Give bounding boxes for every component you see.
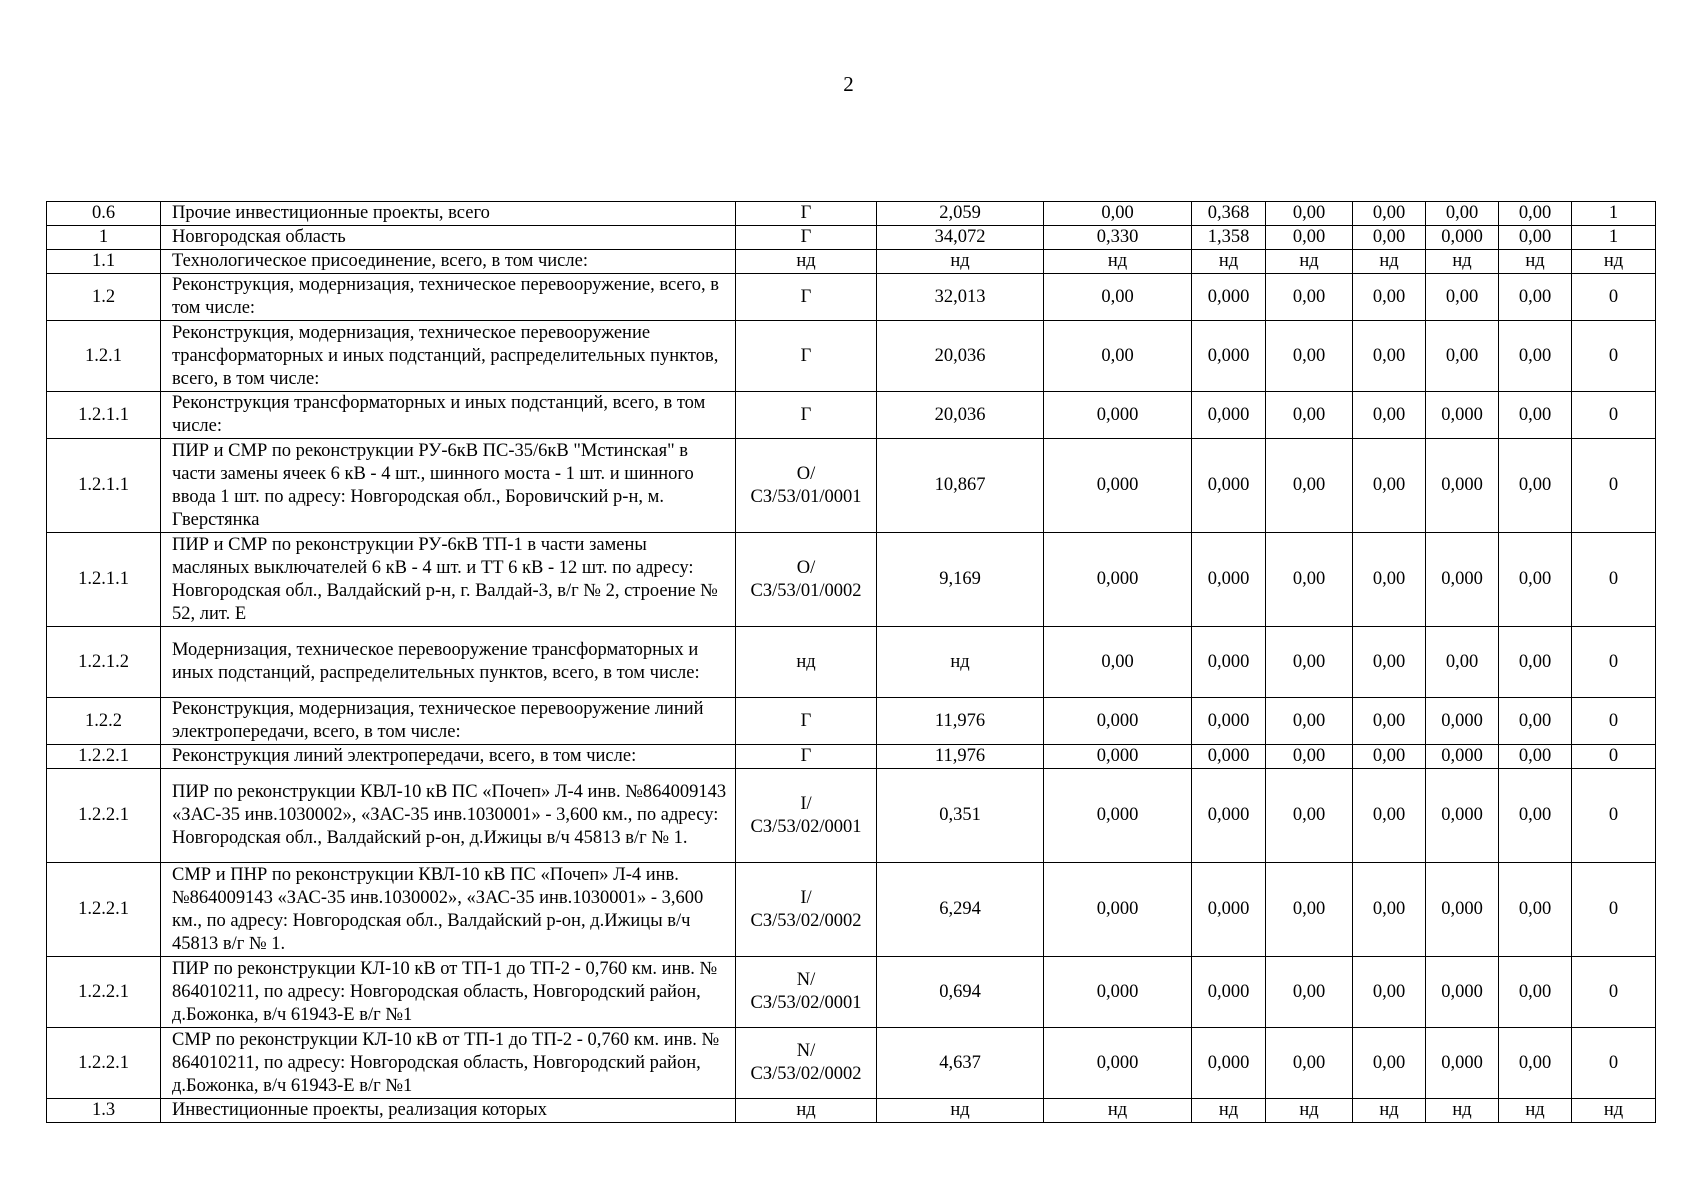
value-cell: 1 [1572, 226, 1656, 250]
value-cell: 0,00 [1499, 698, 1572, 745]
table-row [47, 274, 1656, 321]
value-cell: 0,00 [1426, 274, 1499, 321]
value-cell: 0,000 [1192, 863, 1266, 957]
value-cell: 0,000 [1192, 321, 1266, 392]
value-cell: 0,00 [1266, 957, 1353, 1028]
value-cell: 0,000 [1426, 769, 1499, 863]
value-cell: 0,000 [1044, 745, 1192, 769]
table-row [47, 226, 1656, 250]
value-cell: 0,00 [1499, 533, 1572, 627]
page-number: 2 [843, 72, 854, 96]
value-cell: нд [1499, 1099, 1572, 1123]
project-name-cell: Инвестиционные проекты, реализация которых [161, 1099, 736, 1123]
value-cell: 0,00 [1499, 957, 1572, 1028]
project-name-cell: Новгородская область [161, 226, 736, 250]
row-number-cell: 0.6 [47, 202, 161, 226]
value-cell: 0,00 [1266, 274, 1353, 321]
value-cell: 0,00 [1353, 957, 1426, 1028]
table-body [47, 202, 1656, 1123]
value-cell: 0,00 [1353, 745, 1426, 769]
value-cell: 0 [1572, 1028, 1656, 1099]
value-cell: 0,00 [1266, 533, 1353, 627]
value-cell: 0,00 [1266, 439, 1353, 533]
value-cell: нд [1266, 1099, 1353, 1123]
value-cell: 20,036 [877, 321, 1044, 392]
table-row [47, 321, 1656, 392]
value-cell: 32,013 [877, 274, 1044, 321]
row-number-cell: 1.2.2.1 [47, 957, 161, 1028]
value-cell: 9,169 [877, 533, 1044, 627]
value-cell: 0 [1572, 957, 1656, 1028]
value-cell: 0 [1572, 745, 1656, 769]
table-row [47, 769, 1656, 863]
value-cell: нд [1499, 250, 1572, 274]
project-code-cell: Г [736, 274, 877, 321]
value-cell: 11,976 [877, 745, 1044, 769]
value-cell: 0,00 [1353, 769, 1426, 863]
table-row [47, 957, 1656, 1028]
row-number-cell: 1.2.2.1 [47, 745, 161, 769]
value-cell: 0,00 [1266, 202, 1353, 226]
value-cell: 0,00 [1426, 627, 1499, 698]
project-name-cell: Технологическое присоединение, всего, в том числе: [161, 250, 736, 274]
table-row [47, 1099, 1656, 1123]
row-number-cell: 1.1 [47, 250, 161, 274]
value-cell: 0,00 [1266, 1028, 1353, 1099]
value-cell: 0,351 [877, 769, 1044, 863]
value-cell: 6,294 [877, 863, 1044, 957]
value-cell: 0,00 [1353, 392, 1426, 439]
value-cell: 0 [1572, 627, 1656, 698]
project-name-cell: Реконструкция трансформаторных и иных подстанций, всего, в том числе: [161, 392, 736, 439]
value-cell: нд [1044, 250, 1192, 274]
value-cell: 0,000 [1192, 698, 1266, 745]
value-cell: 0,000 [1426, 745, 1499, 769]
value-cell: 0,00 [1499, 392, 1572, 439]
row-number-cell: 1.2.1.1 [47, 439, 161, 533]
value-cell: 2,059 [877, 202, 1044, 226]
value-cell: нд [1426, 1099, 1499, 1123]
value-cell: 0,00 [1266, 769, 1353, 863]
value-cell: 1 [1572, 202, 1656, 226]
value-cell: 0,000 [1192, 769, 1266, 863]
row-number-cell: 1.2.2 [47, 698, 161, 745]
value-cell: 0,000 [1044, 439, 1192, 533]
table-row [47, 202, 1656, 226]
project-code-cell: Г [736, 321, 877, 392]
project-name-cell: Модернизация, техническое перевооружение трансформаторных и иных подстанций, распределительных пунктов, всего, в том числе: [161, 627, 736, 698]
table-row [47, 439, 1656, 533]
project-name-cell: ПИР и СМР по реконструкции РУ-6кВ ПС-35/6кВ "Мстинская" в части замены ячеек 6 кВ - 4 шт., шинного моста - 1 шт. и шинного ввода 1 шт. по адресу: Новгородская обл., Боровичский р-н, м. Гверстянка [161, 439, 736, 533]
value-cell: 0,00 [1426, 321, 1499, 392]
row-number-cell: 1.2.2.1 [47, 1028, 161, 1099]
project-name-cell: Реконструкция линий электропередачи, всего, в том числе: [161, 745, 736, 769]
value-cell: 0,000 [1044, 698, 1192, 745]
value-cell: 0,00 [1266, 226, 1353, 250]
value-cell: 0,00 [1266, 698, 1353, 745]
value-cell: нд [1426, 250, 1499, 274]
value-cell: 1,358 [1192, 226, 1266, 250]
value-cell: 0,000 [1426, 698, 1499, 745]
project-name-cell: Реконструкция, модернизация, техническое перевооружение трансформаторных и иных подстанций, распределительных пунктов, всего, в том числе: [161, 321, 736, 392]
project-name-cell: ПИР по реконструкции КВЛ-10 кВ ПС «Почеп» Л-4 инв. №864009143 «ЗАС-35 инв.1030002», «ЗАС-35 инв.1030001» - 3,600 км., по адресу: Новгородская обл., Валдайский р-он, д.Ижицы в/ч 45813 в/г № 1. [161, 769, 736, 863]
value-cell: 0 [1572, 392, 1656, 439]
value-cell: 0,00 [1044, 274, 1192, 321]
value-cell: 0,00 [1044, 202, 1192, 226]
value-cell: 0,00 [1353, 439, 1426, 533]
value-cell: нд [1266, 250, 1353, 274]
project-code-cell: нд [736, 627, 877, 698]
value-cell: 0,368 [1192, 202, 1266, 226]
value-cell: 0,330 [1044, 226, 1192, 250]
value-cell: 0,000 [1192, 627, 1266, 698]
value-cell: 0,000 [1044, 863, 1192, 957]
value-cell: 0,000 [1192, 745, 1266, 769]
project-code-cell: нд [736, 250, 877, 274]
value-cell: 0,000 [1192, 957, 1266, 1028]
project-code-cell: O/СЗ/53/01/0001 [736, 439, 877, 533]
value-cell: 0,00 [1499, 627, 1572, 698]
value-cell: 0,000 [1192, 274, 1266, 321]
table-row [47, 250, 1656, 274]
value-cell: 0,000 [1192, 1028, 1266, 1099]
value-cell: 0,000 [1426, 439, 1499, 533]
value-cell: 0,000 [1192, 439, 1266, 533]
value-cell: нд [1572, 250, 1656, 274]
project-code-cell: Г [736, 698, 877, 745]
value-cell: 0,00 [1426, 202, 1499, 226]
project-code-cell: I/СЗ/53/02/0001 [736, 769, 877, 863]
value-cell: 0,00 [1266, 627, 1353, 698]
table-row [47, 627, 1656, 698]
value-cell: 0,00 [1353, 698, 1426, 745]
value-cell: 0,00 [1044, 321, 1192, 392]
table-row [47, 698, 1656, 745]
value-cell: 0,00 [1353, 321, 1426, 392]
value-cell: 0,00 [1266, 321, 1353, 392]
value-cell: 0,000 [1426, 392, 1499, 439]
value-cell: 0,00 [1353, 627, 1426, 698]
value-cell: 0,00 [1266, 745, 1353, 769]
table-row [47, 1028, 1656, 1099]
value-cell: нд [1044, 1099, 1192, 1123]
value-cell: 0,694 [877, 957, 1044, 1028]
project-code-cell: O/СЗ/53/01/0002 [736, 533, 877, 627]
project-code-cell: Г [736, 202, 877, 226]
project-code-cell: нд [736, 1099, 877, 1123]
value-cell: 0,00 [1353, 202, 1426, 226]
value-cell: 0,00 [1499, 1028, 1572, 1099]
value-cell: 0,00 [1044, 627, 1192, 698]
value-cell: 0,000 [1426, 1028, 1499, 1099]
project-name-cell: Реконструкция, модернизация, техническое перевооружение, всего, в том числе: [161, 274, 736, 321]
project-name-cell: Прочие инвестиционные проекты, всего [161, 202, 736, 226]
value-cell: нд [1353, 1099, 1426, 1123]
value-cell: 0,00 [1499, 274, 1572, 321]
value-cell: 0,00 [1499, 769, 1572, 863]
value-cell: 0 [1572, 274, 1656, 321]
table-row [47, 392, 1656, 439]
row-number-cell: 1.2.1.1 [47, 533, 161, 627]
value-cell: нд [1192, 1099, 1266, 1123]
project-code-cell: Г [736, 392, 877, 439]
value-cell: нд [1353, 250, 1426, 274]
table-row [47, 863, 1656, 957]
project-code-cell: N/СЗ/53/02/0002 [736, 1028, 877, 1099]
value-cell: 0,000 [1426, 863, 1499, 957]
value-cell: нд [877, 250, 1044, 274]
table-row [47, 533, 1656, 627]
value-cell: 0 [1572, 769, 1656, 863]
project-name-cell: ПИР и СМР по реконструкции РУ-6кВ ТП-1 в части замены масляных выключателей 6 кВ - 4 шт. и ТТ 6 кВ - 12 шт. по адресу: Новгородская обл., Валдайский р-н, г. Валдай-3, в/г № 2, строение № 52, лит. Е [161, 533, 736, 627]
value-cell: 0,00 [1353, 1028, 1426, 1099]
investment-projects-table [46, 201, 1656, 1123]
row-number-cell: 1 [47, 226, 161, 250]
value-cell: нд [877, 1099, 1044, 1123]
row-number-cell: 1.2.1.1 [47, 392, 161, 439]
value-cell: 0 [1572, 321, 1656, 392]
project-name-cell: СМР и ПНР по реконструкции КВЛ-10 кВ ПС «Почеп» Л-4 инв. №864009143 «ЗАС-35 инв.1030002», «ЗАС-35 инв.1030001» - 3,600 км., по адресу: Новгородская обл., Валдайский р-он, д.Ижицы в/ч 45813 в/г № 1. [161, 863, 736, 957]
project-code-cell: Г [736, 745, 877, 769]
project-code-cell: N/СЗ/53/02/0001 [736, 957, 877, 1028]
value-cell: 4,637 [877, 1028, 1044, 1099]
value-cell: 0,000 [1426, 533, 1499, 627]
value-cell: 0,000 [1426, 957, 1499, 1028]
value-cell: 0,00 [1499, 202, 1572, 226]
value-cell: 0 [1572, 533, 1656, 627]
value-cell: 0,00 [1353, 863, 1426, 957]
value-cell: нд [877, 627, 1044, 698]
row-number-cell: 1.2.2.1 [47, 769, 161, 863]
value-cell: 0,000 [1044, 957, 1192, 1028]
value-cell: 0,00 [1499, 745, 1572, 769]
value-cell: 0,000 [1192, 533, 1266, 627]
value-cell: 0,00 [1353, 533, 1426, 627]
value-cell: 34,072 [877, 226, 1044, 250]
value-cell: нд [1572, 1099, 1656, 1123]
value-cell: 11,976 [877, 698, 1044, 745]
value-cell: 0,000 [1044, 533, 1192, 627]
value-cell: 0 [1572, 439, 1656, 533]
row-number-cell: 1.2 [47, 274, 161, 321]
value-cell: 0,000 [1044, 769, 1192, 863]
value-cell: 20,036 [877, 392, 1044, 439]
project-name-cell: Реконструкция, модернизация, техническое перевооружение линий электропередачи, всего, в том числе: [161, 698, 736, 745]
value-cell: 0 [1572, 863, 1656, 957]
row-number-cell: 1.2.2.1 [47, 863, 161, 957]
project-code-cell: Г [736, 226, 877, 250]
project-name-cell: ПИР по реконструкции КЛ-10 кВ от ТП-1 до ТП-2 - 0,760 км. инв. № 864010211, по адресу: Новгородская область, Новгородский район, д.Божонка, в/ч 61943-Е в/г №1 [161, 957, 736, 1028]
project-name-cell: СМР по реконструкции КЛ-10 кВ от ТП-1 до ТП-2 - 0,760 км. инв. № 864010211, по адресу: Новгородская область, Новгородский район, д.Божонка, в/ч 61943-Е в/г №1 [161, 1028, 736, 1099]
value-cell: 0,000 [1044, 1028, 1192, 1099]
project-code-cell: I/СЗ/53/02/0002 [736, 863, 877, 957]
value-cell: 0,000 [1044, 392, 1192, 439]
value-cell: 0,00 [1499, 321, 1572, 392]
value-cell: 0,00 [1499, 439, 1572, 533]
value-cell: 0,00 [1266, 863, 1353, 957]
value-cell: 0,000 [1192, 392, 1266, 439]
value-cell: нд [1192, 250, 1266, 274]
value-cell: 0,00 [1266, 392, 1353, 439]
table-row [47, 745, 1656, 769]
value-cell: 0,000 [1426, 226, 1499, 250]
row-number-cell: 1.2.1 [47, 321, 161, 392]
value-cell: 0,00 [1353, 226, 1426, 250]
value-cell: 0,00 [1499, 226, 1572, 250]
row-number-cell: 1.2.1.2 [47, 627, 161, 698]
value-cell: 10,867 [877, 439, 1044, 533]
value-cell: 0,00 [1499, 863, 1572, 957]
row-number-cell: 1.3 [47, 1099, 161, 1123]
value-cell: 0 [1572, 698, 1656, 745]
value-cell: 0,00 [1353, 274, 1426, 321]
